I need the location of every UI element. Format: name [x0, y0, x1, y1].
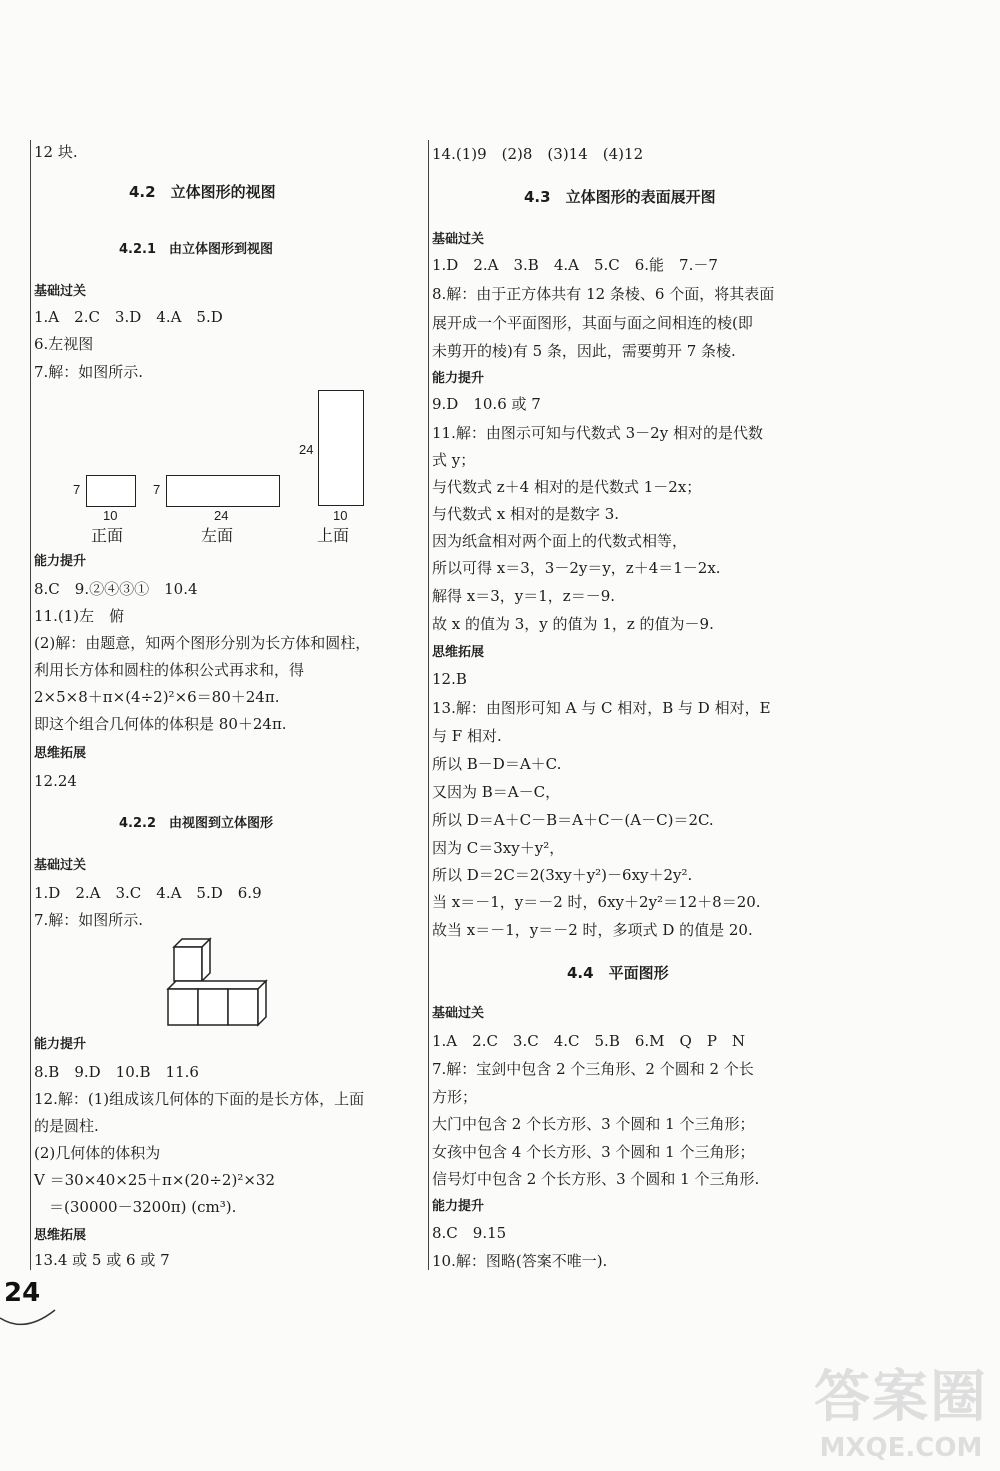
answer-line: 大门中包含 2 个长方形、3 个圆和 1 个三角形； [432, 1115, 755, 1133]
answer-line: 所以 B－D＝A＋C. [432, 755, 562, 773]
answer-line: 11.(1)左 俯 [34, 607, 125, 625]
left-column [30, 140, 419, 1270]
left-view-rect [166, 475, 280, 507]
answer-line: 1.A 2.C 3.C 4.C 5.B 6.M Q P N [432, 1032, 746, 1050]
answer-line: 未剪开的棱)有 5 条，因此，需要剪开 7 条棱. [432, 342, 736, 360]
page-number-swoosh [0, 1300, 60, 1340]
answer-line: 解得 x＝3，y＝1，z＝－9. [432, 587, 616, 605]
section-heading: 基础过关 [432, 232, 485, 247]
subsection-title: 4.2.1 由立体图形到视图 [119, 242, 274, 257]
left-height-label: 7 [153, 482, 161, 497]
answer-line: 因为纸盒相对两个面上的代数式相等， [432, 532, 688, 550]
answer-line: 1.D 2.A 3.B 4.A 5.C 6.能 7.－7 [432, 256, 718, 274]
answer-line: 女孩中包含 4 个长方形、3 个圆和 1 个三角形； [432, 1143, 755, 1161]
answer-line: 7.解：如图所示. [34, 363, 144, 381]
answer-line: 8.C 9.15 [432, 1224, 507, 1242]
answer-line: 10.解：图略(答案不唯一). [432, 1252, 608, 1270]
section-title: 4.2 立体图形的视图 [129, 183, 276, 201]
watermark-url: MXQE.COM [819, 1433, 983, 1463]
answer-line: 13.解：由图形可知 A 与 C 相对，B 与 D 相对，E [432, 699, 771, 717]
answer-line: 11.解：由图示可知与代数式 3－2y 相对的是代数 [432, 424, 763, 442]
answer-line: 14.(1)9 (2)8 (3)14 (4)12 [432, 145, 644, 163]
front-height-label: 7 [73, 482, 81, 497]
answer-line: 所以可得 x＝3，3－2y＝y，z＋4＝1－2x. [432, 559, 721, 577]
left-view-label: 左面 [201, 526, 234, 545]
top-view-label: 上面 [317, 526, 350, 545]
answer-line: 所以 D＝A＋C－B＝A＋C－(A－C)＝2C. [432, 811, 714, 829]
answer-line: 利用长方体和圆柱的体积公式再求和，得 [34, 661, 305, 679]
answer-line: 9.D 10.6 或 7 [432, 395, 541, 413]
section-heading: 能力提升 [34, 554, 87, 569]
three-views-figure [71, 390, 411, 550]
left-width-label: 24 [214, 508, 229, 523]
top-height-label: 24 [299, 442, 314, 457]
front-width-label: 10 [103, 508, 118, 523]
answer-line: 因为 C＝3xy＋y²， [432, 839, 565, 857]
answer-line: 方形； [432, 1088, 478, 1106]
answer-line: 1.D 2.A 3.C 4.A 5.D 6.9 [34, 884, 262, 902]
answer-line: 式 y； [432, 451, 476, 469]
right-column [428, 140, 832, 1270]
section-heading: 基础过关 [432, 1006, 485, 1021]
answer-line: ＝(30000－3200π) (cm³). [34, 1198, 237, 1216]
answer-line: 与代数式 z＋4 相对的是代数式 1－2x； [432, 478, 702, 496]
front-view-label: 正面 [91, 526, 124, 545]
top-width-label: 10 [333, 508, 348, 523]
answer-line: 2×5×8＋π×(4÷2)²×6＝80＋24π. [34, 688, 280, 706]
answer-line: 12.B [432, 670, 467, 688]
answer-line: (2)解：由题意，知两个图形分别为长方体和圆柱， [34, 634, 371, 652]
answer-line: 与代数式 x 相对的是数字 3. [432, 505, 620, 523]
section-heading: 基础过关 [34, 284, 87, 299]
section-heading: 思维拓展 [34, 1228, 87, 1243]
section-heading: 思维拓展 [432, 645, 485, 660]
section-heading: 思维拓展 [34, 746, 87, 761]
answer-line: 7.解：如图所示. [34, 911, 144, 929]
watermark-logo-text: 答案圈 [814, 1365, 988, 1430]
cubes-drawing [166, 935, 306, 1035]
answer-line: 即这个组合几何体的体积是 80＋24π. [34, 715, 287, 733]
watermark-logo [814, 1353, 988, 1463]
answer-line: 信号灯中包含 2 个长方形、3 个圆和 1 个三角形. [432, 1170, 760, 1188]
answer-line: 12.解：(1)组成该几何体的下面的是长方体，上面 [34, 1090, 365, 1108]
answer-line: 8.解：由于正方体共有 12 条棱、6 个面，将其表面 [432, 285, 775, 303]
answer-line: 6.左视图 [34, 335, 94, 353]
answer-line: 13.4 或 5 或 6 或 7 [34, 1251, 170, 1269]
section-heading: 能力提升 [432, 1199, 485, 1214]
answer-line: 8.C 9.②④③① 10.4 [34, 580, 198, 598]
answer-line: 又因为 B＝A－C， [432, 783, 561, 801]
subsection-title: 4.2.2 由视图到立体图形 [119, 816, 274, 831]
answer-line: 所以 D＝2C＝2(3xy＋y²)－6xy＋2y². [432, 866, 693, 884]
top-view-rect [318, 390, 364, 506]
section-heading: 能力提升 [432, 371, 485, 386]
answer-line: 的是圆柱. [34, 1117, 99, 1135]
answer-line: 当 x＝－1，y＝－2 时，6xy＋2y²＝12＋8＝20. [432, 893, 761, 911]
section-title: 4.4 平面图形 [567, 964, 669, 982]
answer-line: 8.B 9.D 10.B 11.6 [34, 1063, 199, 1081]
answer-line: 与 F 相对. [432, 727, 502, 745]
page-number: 24 [4, 1278, 41, 1308]
answer-line: 展开成一个平面图形，其面与面之间相连的棱(即 [432, 314, 753, 332]
cubes-figure [166, 935, 306, 1035]
section-heading: 基础过关 [34, 858, 87, 873]
answer-line: (2)几何体的体积为 [34, 1144, 161, 1162]
answer-line: 故当 x＝－1，y＝－2 时，多项式 D 的值是 20. [432, 921, 753, 939]
answer-line: 故 x 的值为 3，y 的值为 1，z 的值为－9. [432, 615, 714, 633]
answer-line: 12.24 [34, 772, 77, 790]
answer-line: 1.A 2.C 3.D 4.A 5.D [34, 308, 223, 326]
answer-line: 7.解：宝剑中包含 2 个三角形、2 个圆和 2 个长 [432, 1060, 754, 1078]
front-view-rect [86, 475, 136, 507]
section-title: 4.3 立体图形的表面展开图 [524, 188, 716, 206]
text-line: 12 块. [34, 143, 78, 161]
section-heading: 能力提升 [34, 1037, 87, 1052]
answer-line: V ＝30×40×25＋π×(20÷2)²×32 [34, 1171, 275, 1189]
